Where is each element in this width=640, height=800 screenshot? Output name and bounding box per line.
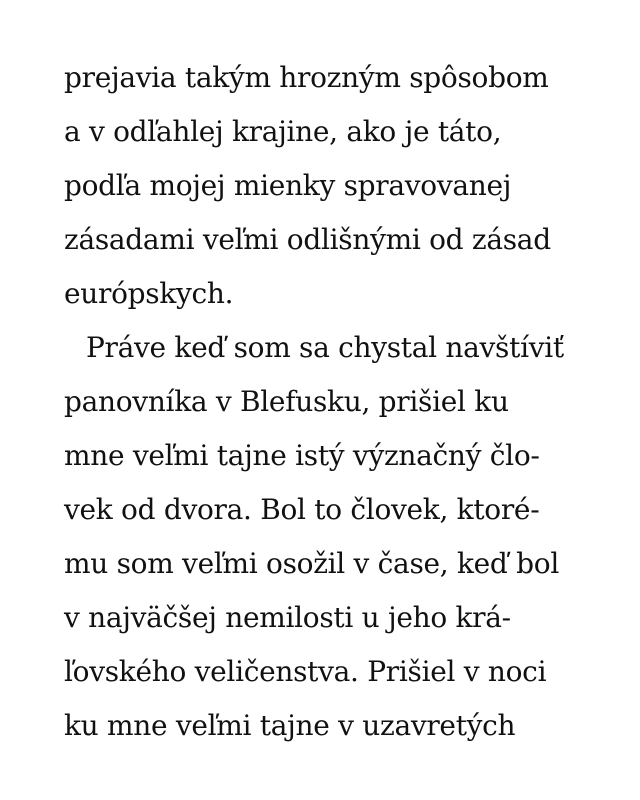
text-line: ku mne veľmi tajne v uzavretých bbox=[64, 709, 516, 742]
text-line: mu som veľmi osožil v čase, keď bol bbox=[64, 547, 559, 580]
paragraph-start-line: Práve keď som sa chystal navštíviť bbox=[86, 331, 564, 364]
text-line: a v odľahlej krajine, ako je táto, bbox=[64, 115, 502, 148]
text-line: prejavia takým hrozným spôsobom bbox=[64, 61, 549, 94]
text-line: európskych. bbox=[64, 277, 234, 310]
text-line: zásadami veľmi odlišnými od zásad bbox=[64, 223, 551, 256]
text-line: panovníka v Blefusku, prišiel ku bbox=[64, 385, 509, 418]
text-line: ľovského veličenstva. Prišiel v noci bbox=[64, 655, 547, 688]
text-line: podľa mojej mienky spravovanej bbox=[64, 169, 512, 202]
text-line: v najväčšej nemilosti u jeho krá- bbox=[64, 601, 511, 634]
text-line: mne veľmi tajne istý význačný člo- bbox=[64, 439, 540, 472]
text-line: vek od dvora. Bol to človek, ktoré- bbox=[64, 493, 540, 526]
